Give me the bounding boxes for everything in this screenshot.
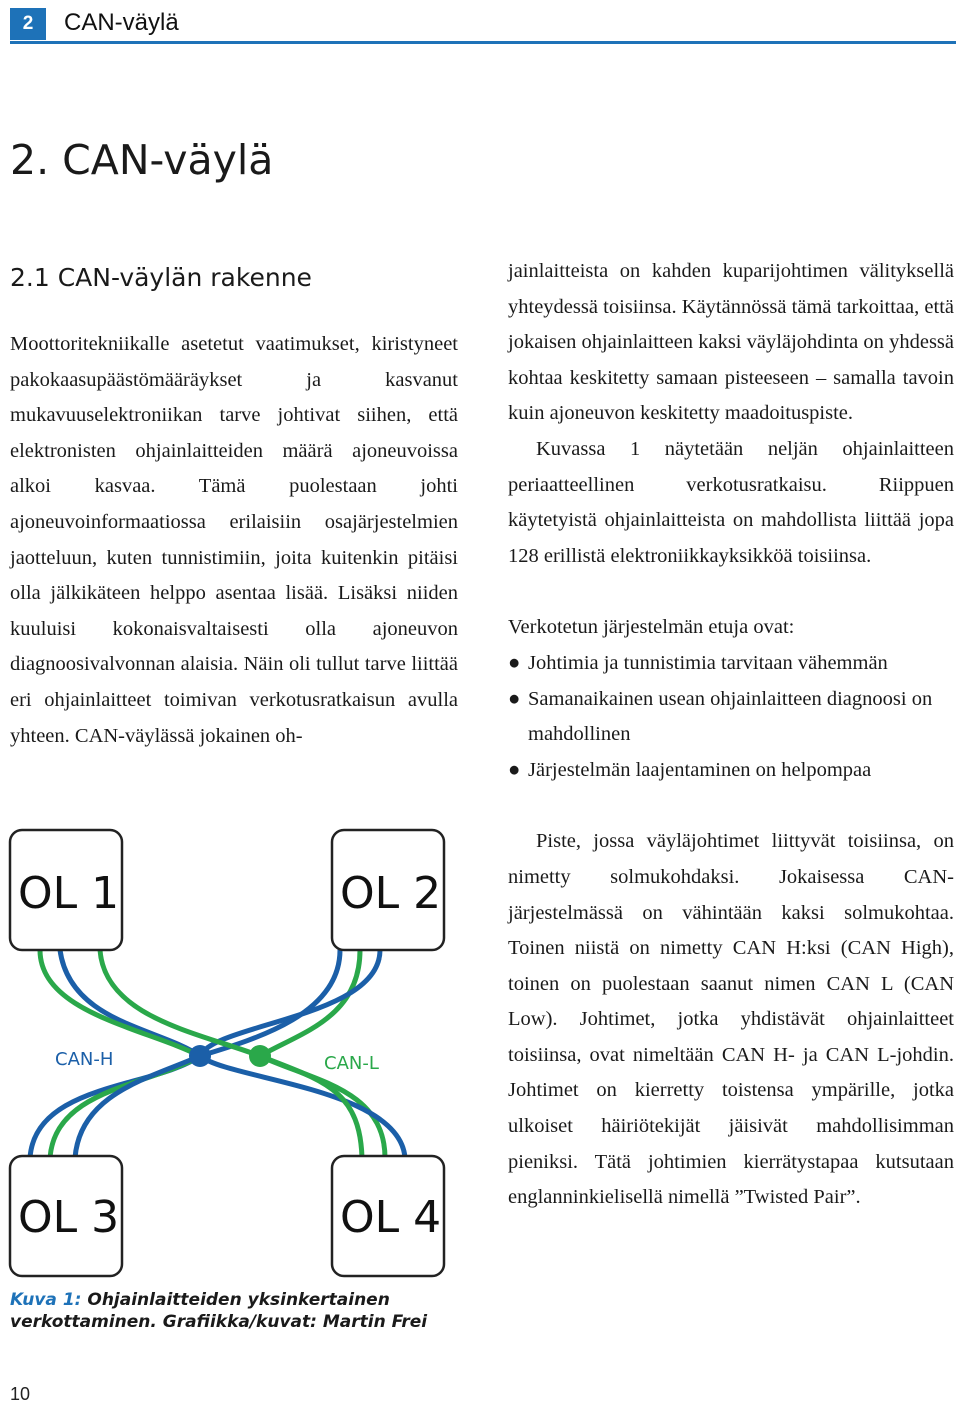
spacer [508, 574, 954, 610]
section-title: 2.1 CAN-väylän rakenne [10, 263, 312, 292]
list-item [508, 682, 954, 753]
paragraph-continuation: jainlaitteista on kahden kuparijohtimen välityksellä yhteydessä toisiinsa. Käytännössä tämä tarkoittaa, että jokaisen ohjainlaitteen kaksi väyläjohdinta on yhdessä kohtaa keskitetty samaan pisteeseen – samalla tavoin kuin ajoneuvon keskitetty maadoituspiste. [508, 260, 954, 425]
list-item-text: Johtimia ja tunnistimia tarvitaan vähemmän [528, 651, 888, 674]
bullet-icon: ● [508, 651, 521, 674]
figure-caption [10, 1289, 470, 1333]
can-network-diagram [0, 818, 470, 1288]
left-column [10, 327, 458, 754]
bullet-icon: ● [508, 758, 521, 781]
can-h-node [189, 1045, 211, 1067]
right-column [508, 254, 954, 1216]
benefits-list [508, 646, 954, 788]
chapter-title: 2. CAN-väylä [10, 136, 274, 184]
node-label-ol3: OL 3 [18, 1192, 120, 1243]
list-item-text: Järjestelmän laajentaminen on helpompaa [528, 758, 872, 781]
can-network-figure [0, 818, 470, 1288]
list-item-text: Samanaikainen usean ohjainlaitteen diagnoosi on mahdollinen [528, 687, 933, 746]
node-label-ol2: OL 2 [340, 868, 442, 919]
node-label-ol1: OL 1 [18, 868, 120, 919]
bullet-icon: ● [508, 687, 521, 710]
can-l-wire [100, 950, 362, 1158]
spacer [508, 788, 954, 824]
page-header [0, 0, 960, 48]
caption-text: Ohjainlaitteiden yksinkertainen verkottaminen. Grafiikka/kuvat: Martin Frei [10, 1290, 428, 1332]
benefits-intro: Verkotetun järjestelmän etuja ovat: [508, 616, 795, 639]
list-item [508, 646, 954, 682]
node-label-ol4: OL 4 [340, 1192, 442, 1243]
chapter-number-badge: 2 [10, 8, 46, 40]
caption-label: Kuva 1: [10, 1290, 82, 1310]
can-h-label: CAN-H [55, 1049, 114, 1070]
paragraph-nodes: Piste, jossa väyläjohtimet liittyvät toisiinsa, on nimetty solmukohdaksi. Jokaisessa CAN-järjestelmässä on vähintään kaksi solmukohtaa. Toinen niistä on nimetty CAN H:ksi (CAN High), toinen on puolestaan saanut nimen CAN L (CAN Low). Johtimet, jotka yhdistävät ohjainlaitteet toisiinsa, ovat nimeltään CAN H- ja CAN L-johdin. Johtimet on kierretty toistensa ympärille, jotka ulkoiset häiriötekijät jäisivät mahdollisimman pieniksi. Tätä johtimien kierrätystapaa kutsutaan englanninkielisellä nimellä ”Twisted Pair”. [508, 830, 954, 1209]
can-l-node [249, 1045, 271, 1067]
page-number: 10 [10, 1384, 31, 1404]
can-l-label: CAN-L [324, 1053, 379, 1074]
running-chapter-title: CAN-väylä [64, 9, 179, 36]
paragraph-figure-reference: Kuvassa 1 näytetään neljän ohjainlaitteen periaatteellinen verkotusratkaisu. Riippuen käytetyistä ohjainlaitteista on mahdollista liittää jopa 128 erillistä elektroniikkayksikköä toisiinsa. [508, 437, 954, 567]
header-rule [10, 41, 956, 44]
paragraph-intro: Moottoritekniikalle asetetut vaatimukset, kiristyneet pakokaasupäästömääräykset ja kasvanut mukavuuselektroniikan tarve johtivat siihen, että elektronisten ohjainlaitteiden määrä ajoneuvoissa alkoi kasvaa. Tämä puolestaan johti ajoneuvoinformaatiossa erilaisiin osajärjestelmien jaotteluun, kuten tunnistimiin, joita kuitenkin pitäisi olla jälkikäteen helppo asentaa lisää. Lisäksi niiden kuuluisi kokonaisvaltaisesti olla ajoneuvon diagnoosivalvonnan alaisia. Näin oli tullut tarve liittää eri ohjainlaitteet toimivan verkotusratkaisun avulla yhteen. CAN-väylässä jokainen oh- [10, 333, 458, 747]
list-item [508, 753, 954, 789]
